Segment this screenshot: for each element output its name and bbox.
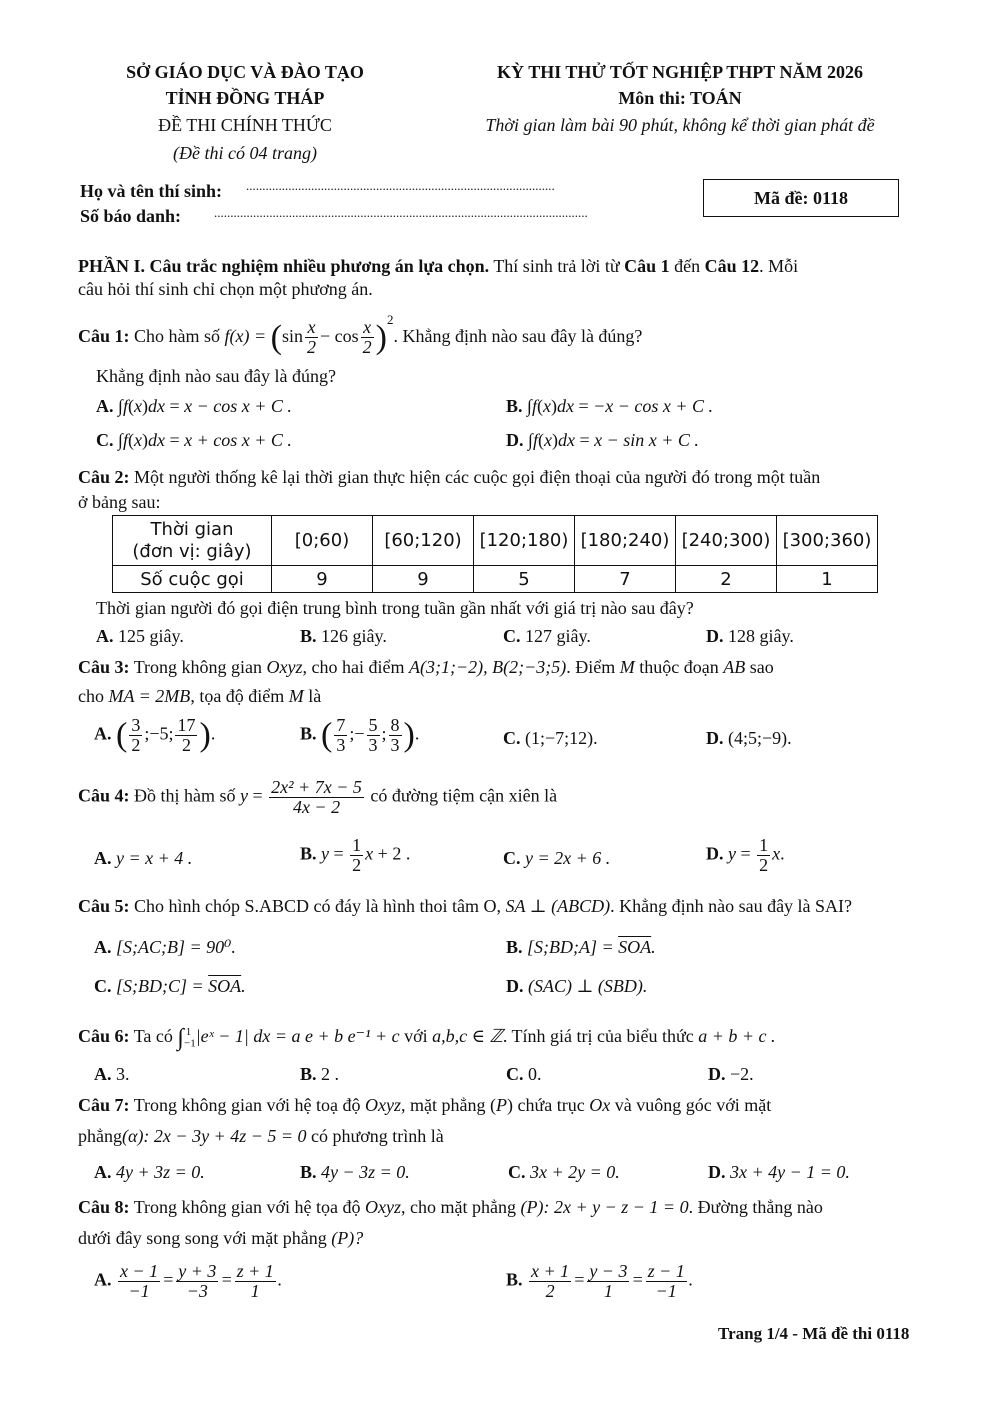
exam-title: KỲ THI THỬ TỐT NGHIỆP THPT NĂM 2026: [497, 62, 863, 82]
q1-func: f(x) =: [224, 326, 271, 346]
q8-plane: (P): 2x + y − z − 1 = 0: [520, 1197, 689, 1217]
page-footer: Trang 1/4 - Mã đề thi 0118: [718, 1324, 910, 1343]
q5-d-text: (SAC) ⊥ (SBD).: [528, 976, 648, 996]
q1-stem: Câu 1: Cho hàm số f(x) = (sin $\frac{x}{2}$ − cos $\frac{x}{2}$ )$^2$. Khẳng định nào sau đây là đúng?: [78, 312, 643, 358]
table-interval: [180;240): [575, 516, 676, 566]
q6-expr: |eˣ − 1| dx = a e + b e⁻¹ + c: [195, 1026, 400, 1046]
candidate-id-dots: ...................................................................................................................: [214, 205, 588, 220]
candidate-name-label: Họ và tên thí sinh:: [80, 181, 223, 201]
q4-option-a[interactable]: A. y = x + 4 .: [94, 848, 193, 868]
q7-option-b[interactable]: B. 4y − 3z = 0.: [300, 1162, 410, 1182]
q2-option-b[interactable]: B. 126 giây.: [300, 626, 387, 646]
table-count: 2: [676, 566, 777, 593]
q2-d-text: 128 giây.: [728, 626, 794, 646]
q5-option-a[interactable]: A. [S;AC;B] = 90⁰.: [94, 937, 236, 957]
q4-den: 4x − 2: [292, 796, 341, 817]
q8-option-b[interactable]: B. $\frac{x + 1}{2}$ = $\frac{y - 3}{1}$ = $\frac{z - 1}{-1}$ .: [506, 1261, 694, 1301]
q3-option-b[interactable]: B. ( $\frac{7}{3}$ ;− $\frac{5}{3}$ ; $\frac{8}{3}$ ).: [300, 715, 420, 755]
q2-question: Thời gian người đó gọi điện trung bình trong tuần gần nhất với giá trị nào sau đây?: [96, 598, 694, 618]
q4-option-b[interactable]: B. y = $\frac{1}{2}$ x + 2 .: [300, 835, 411, 875]
table-header-count: Số cuộc gọi: [113, 566, 272, 593]
q6-c-text: 0.: [528, 1064, 542, 1084]
candidate-id-label: Số báo danh:: [80, 206, 182, 226]
official-label: ĐỀ THI CHÍNH THỨC: [158, 115, 332, 135]
q1-c-text: x + cos x + C .: [184, 430, 292, 450]
q4-a-text: y = x + 4 .: [116, 848, 193, 868]
q1-repeat: Khẳng định nào sau đây là đúng?: [96, 366, 336, 386]
q5-c-text: [S;BD;C] =: [116, 976, 209, 996]
time-note: Thời gian làm bài 90 phút, không kể thời gian phát đề: [485, 115, 875, 135]
table-count: 1: [777, 566, 878, 593]
q2-text2: ở bảng sau:: [78, 492, 161, 512]
call-time-table: [112, 515, 878, 593]
q5-option-c[interactable]: C. [S;BD;C] = $\overline{SOA}$.: [94, 976, 246, 996]
part1-text1: Thí sinh trả lời từ: [489, 256, 625, 276]
q7-option-c[interactable]: C. 3x + 2y = 0.: [508, 1162, 620, 1182]
table-count: 9: [373, 566, 474, 593]
q5-angle: $\overline{SOA}$: [208, 976, 242, 996]
q4-num: 2x² + 7x − 5: [271, 777, 362, 797]
q7-plane: (α): 2x − 3y + 4z − 5 = 0: [122, 1126, 307, 1146]
page-count-note: (Đề thi có 04 trang): [173, 143, 317, 163]
part1-heading: [78, 256, 798, 277]
candidate-name-dots: ...............................................................................................: [246, 178, 555, 193]
q3-line2: cho MA = 2MB, tọa độ điểm M là: [78, 686, 322, 706]
q8-line2: dưới đây song song với mặt phẳng (P)?: [78, 1228, 364, 1248]
q7-line2: phẳng(α): 2x − 3y + 4z − 5 = 0 có phương trình là: [78, 1126, 444, 1146]
q1-text: Cho hàm số: [129, 326, 225, 346]
q1-b-text: −x − cos x + C .: [593, 396, 714, 416]
table-header-time: Thời gian (đơn vị: giây): [113, 516, 272, 566]
part1-c1: Câu 1: [624, 256, 670, 276]
table-count: 7: [575, 566, 676, 593]
q6-option-c[interactable]: C. 0.: [506, 1064, 542, 1084]
q7-option-d[interactable]: D. 3x + 4y − 1 = 0.: [708, 1162, 850, 1182]
q6-a-text: 3.: [116, 1064, 130, 1084]
q7-stem: Câu 7: Trong không gian với hệ toạ độ Oxyz, mặt phẳng (P) chứa trục Ox và vuông góc với mặt: [78, 1095, 772, 1115]
table-interval: [240;300): [676, 516, 777, 566]
province-name: TỈNH ĐỒNG THÁP: [165, 88, 325, 108]
q6-d-text: −2.: [730, 1064, 754, 1084]
q6-b-text: 2 .: [321, 1064, 340, 1084]
q4-option-d[interactable]: D. y = $\frac{1}{2}$ x.: [706, 835, 785, 875]
q5-label: Câu 5:: [78, 896, 130, 916]
q8-option-a[interactable]: A. $\frac{x - 1}{-1}$ = $\frac{y + 3}{-3}$ = $\frac{z + 1}{1}$ .: [94, 1261, 283, 1301]
dept-name: SỞ GIÁO DỤC VÀ ĐÀO TẠO: [126, 62, 364, 82]
table-count: 9: [272, 566, 373, 593]
table-count: 5: [474, 566, 575, 593]
q1-after: . Khẳng định nào sau đây là đúng?: [393, 326, 643, 346]
q3-option-a[interactable]: A. ( $\frac{3}{2}$ ;−5; $\frac{17}{2}$ ).: [94, 715, 216, 755]
part1-text3: . Mỗi: [759, 256, 799, 276]
q2-c-text: 127 giây.: [525, 626, 591, 646]
q5-option-b[interactable]: B. [S;BD;A] = $\overline{SOA}$.: [506, 937, 656, 957]
q2-a-text: 125 giây.: [118, 626, 184, 646]
q2-option-a[interactable]: A. 125 giây.: [96, 626, 184, 646]
q2-stem: [78, 467, 820, 488]
q8-stem: Câu 8: Trong không gian với hệ tọa độ Oxyz, cho mặt phẳng (P): 2x + y − z − 1 = 0. Đường thẳng nào: [78, 1197, 823, 1217]
q2-option-d[interactable]: D. 128 giây.: [706, 626, 794, 646]
q4-label: Câu 4:: [78, 785, 130, 806]
q2-text1: Một người thống kê lại thời gian thực hiện các cuộc gọi điện thoại của người đó trong một tuần: [129, 467, 821, 487]
q7-option-a[interactable]: A. 4y + 3z = 0.: [94, 1162, 205, 1182]
q4-c-text: y = 2x + 6 .: [525, 848, 611, 868]
q5-b-text: [S;BD;A] =: [527, 937, 619, 957]
part1-title: PHẦN I. Câu trắc nghiệm nhiều phương án lựa chọn.: [78, 256, 490, 276]
table-interval: [0;60): [272, 516, 373, 566]
table-interval: [300;360): [777, 516, 878, 566]
q7-a-text: 4y + 3z = 0.: [116, 1162, 205, 1182]
q7-c-text: 3x + 2y = 0.: [530, 1162, 620, 1182]
part1-line2: câu hỏi thí sinh chỉ chọn một phương án.: [78, 279, 373, 299]
q3-d-text: (4;5;−9).: [728, 728, 792, 748]
q3-points: A(3;1;−2), B(2;−3;5): [409, 657, 567, 677]
q6-option-b[interactable]: B. 2 .: [300, 1064, 340, 1084]
q8-label: Câu 8:: [78, 1197, 130, 1217]
q6-label: Câu 6:: [78, 1026, 130, 1046]
table-interval: [60;120): [373, 516, 474, 566]
q7-b-text: 4y − 3z = 0.: [321, 1162, 410, 1182]
q5-stem: Câu 5: Cho hình chóp S.ABCD có đáy là hình thoi tâm O, SA ⊥ (ABCD). Khẳng định nào sau đây là SAI?: [78, 896, 853, 916]
subject-name: Môn thi: TOÁN: [618, 88, 742, 108]
q6-stem: Câu 6: Ta có $\int_{-1}^1$ |eˣ − 1| dx = a e + b e⁻¹ + c với a,b,c ∈ ℤ. Tính giá trị của biểu thức a + b + c .: [78, 1025, 776, 1051]
part1-c2: Câu 12: [704, 256, 760, 276]
q1-option-c[interactable]: C. ∫f(x)dx = x + cos x + C .: [96, 430, 292, 450]
q4-stem: Câu 4: Đồ thị hàm số y = $\frac{\text{2x² + 7x − 5}}{4x - 2}$ có đường tiệm cận xiên là: [78, 777, 558, 817]
q7-d-text: 3x + 4y − 1 = 0.: [730, 1162, 850, 1182]
q3-option-c[interactable]: C. (1;−7;12).: [503, 728, 598, 748]
exam-code-box: Mã đề: 0118: [703, 179, 899, 217]
part1-text2: đến: [669, 256, 705, 276]
q5-option-d[interactable]: D. (SAC) ⊥ (SBD).: [506, 976, 648, 996]
q6-option-d[interactable]: D. −2.: [708, 1064, 754, 1084]
q3-c-text: (1;−7;12).: [525, 728, 598, 748]
q7-label: Câu 7:: [78, 1095, 130, 1115]
q1-option-a[interactable]: A. ∫f(x)dx = x − cos x + C .: [96, 396, 292, 416]
q3-stem: Câu 3: Trong không gian Oxyz, cho hai điểm A(3;1;−2), B(2;−3;5). Điểm M thuộc đoạn AB sao: [78, 657, 774, 677]
q1-a-text: x − cos x + C .: [184, 396, 292, 416]
q6-option-a[interactable]: A. 3.: [94, 1064, 130, 1084]
q3-label: Câu 3:: [78, 657, 130, 677]
q1-label: Câu 1:: [78, 326, 130, 346]
q2-label: Câu 2:: [78, 467, 130, 487]
q5-angle: $\overline{SOA}$: [618, 937, 652, 957]
table-interval: [120;180): [474, 516, 575, 566]
q1-d-text: x − sin x + C .: [594, 430, 699, 450]
q1-option-d[interactable]: D. ∫f(x)dx = x − sin x + C .: [506, 430, 699, 450]
q5-a-text: [S;AC;B] = 90⁰.: [116, 937, 236, 957]
q2-b-text: 126 giây.: [321, 626, 387, 646]
q1-option-b[interactable]: B. ∫f(x)dx = −x − cos x + C .: [506, 396, 714, 416]
q3-option-d[interactable]: D. (4;5;−9).: [706, 728, 792, 748]
q2-option-c[interactable]: C. 127 giây.: [503, 626, 591, 646]
q4-option-c[interactable]: C. y = 2x + 6 .: [503, 848, 611, 868]
